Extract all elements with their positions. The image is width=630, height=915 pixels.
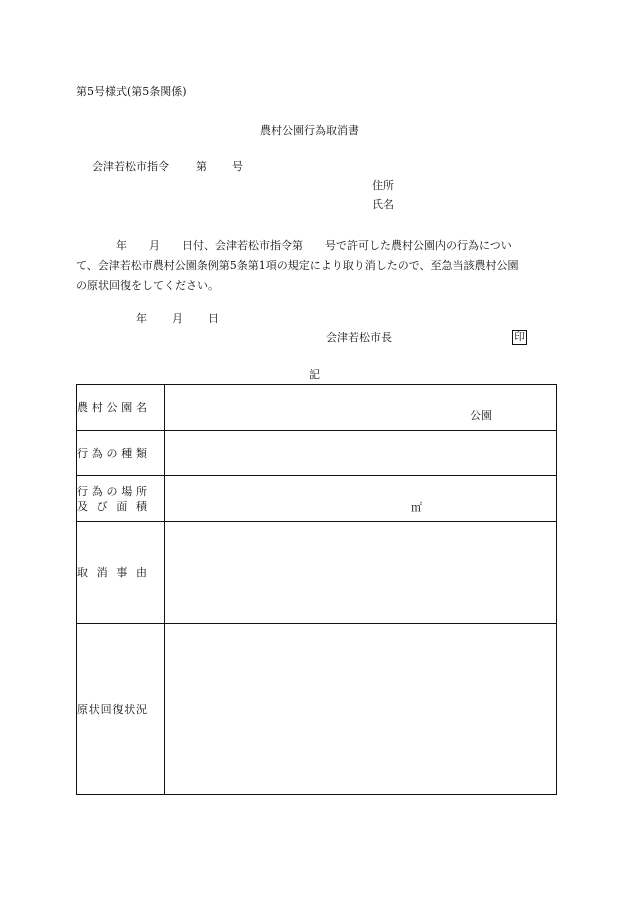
form-number: 第5号様式(第5条関係) <box>76 85 187 98</box>
reason-label: 取消事由 <box>77 566 147 579</box>
body-line-3: の原状回復をしてください。 <box>76 279 219 292</box>
seal-mark: 印 <box>512 330 527 345</box>
park-name-field[interactable] <box>165 385 557 431</box>
document-title: 農村公園行為取消書 <box>260 124 359 137</box>
area-unit: ㎡ <box>411 501 422 514</box>
location-label-1: 行為の場所 <box>77 484 147 498</box>
action-type-label-cell <box>77 431 165 476</box>
location-label-cell <box>77 476 165 522</box>
reason-row <box>77 522 557 624</box>
park-name-label: 農村公園名 <box>77 401 147 414</box>
body-paragraph <box>76 236 559 296</box>
action-type-row <box>77 431 557 476</box>
location-label-2: 及び面積 <box>77 499 147 513</box>
date-month: 月 <box>172 312 183 325</box>
action-type-label: 行為の種類 <box>77 446 147 460</box>
park-name-row <box>77 385 557 431</box>
reason-label-cell <box>77 522 165 624</box>
location-field[interactable] <box>165 476 557 522</box>
action-type-field[interactable] <box>165 431 557 476</box>
record-label: 記 <box>309 368 320 381</box>
body-line-1: 年 月 日付、会津若松市指令第 号で許可した農村公園内の行為につい <box>116 239 512 252</box>
park-suffix: 公園 <box>470 409 492 422</box>
address-label: 住所 <box>372 179 394 192</box>
name-label: 氏名 <box>372 198 394 211</box>
order-go: 号 <box>232 160 243 173</box>
restoration-row <box>77 624 557 795</box>
restoration-label: 原状回復状況 <box>77 702 147 716</box>
record-table <box>76 384 557 795</box>
body-line-2: て、会津若松市農村公園条例第5条第1項の規定により取り消したので、至急当該農村公園 <box>76 259 519 272</box>
order-prefix: 会津若松市指令 <box>92 160 169 173</box>
issuer-name: 会津若松市長 <box>326 331 392 344</box>
location-row <box>77 476 557 522</box>
date-day: 日 <box>208 312 219 325</box>
reason-field[interactable] <box>165 522 557 624</box>
park-name-label-cell <box>77 385 165 431</box>
order-dai: 第 <box>196 160 207 173</box>
restoration-label-cell <box>77 624 165 795</box>
restoration-field[interactable] <box>165 624 557 795</box>
date-year: 年 <box>136 312 147 325</box>
